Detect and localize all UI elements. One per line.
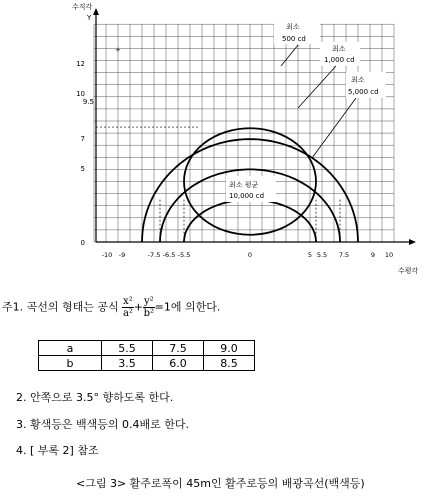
svg-text:최소: 최소 xyxy=(286,23,300,31)
x-tick-7-5: 7.5 xyxy=(338,251,350,259)
y-axis-letter: Y xyxy=(87,14,92,22)
x-tick-9: 9 xyxy=(370,251,376,259)
formula-plus: + xyxy=(133,300,143,314)
note-3: 3. 황색등은 백색등의 0.4배로 한다. xyxy=(16,418,189,431)
note-1 xyxy=(2,296,220,319)
x-axis-title: 수평각 xyxy=(398,267,419,275)
x-tick-minus-9: -9 xyxy=(118,251,126,259)
svg-text:1,000 cd: 1,000 cd xyxy=(324,56,355,64)
svg-text:최소 평균: 최소 평균 xyxy=(229,181,259,189)
curve-label-1000 xyxy=(320,42,360,66)
y-tick-10: 10 xyxy=(76,90,85,98)
curve-label-5000 xyxy=(346,72,386,98)
y-axis-title: 수직각 xyxy=(72,3,93,11)
table-row-b xyxy=(39,356,255,371)
x-axis-arrow xyxy=(409,239,416,245)
svg-text:5,000 cd: 5,000 cd xyxy=(348,88,379,96)
note-2: 2. 안쪽으로 3.5° 향하도록 한다. xyxy=(16,391,174,404)
figure-caption: <그림 3> 활주로폭이 45m인 활주로등의 배광곡선(백색등) xyxy=(76,477,365,490)
table-row-a xyxy=(39,341,255,356)
x-tick-5: 5 xyxy=(307,251,313,259)
y-tick-7: 7 xyxy=(80,135,85,143)
table-cell: 9.0 xyxy=(204,341,255,356)
x-tick-10: 10 xyxy=(384,251,394,259)
note-4: 4. [ 부록 2] 참조 xyxy=(16,444,99,457)
table-cell: 7.5 xyxy=(153,341,204,356)
table-cell: 8.5 xyxy=(204,356,255,371)
y-tick-12: 12 xyxy=(76,60,85,68)
svg-text:최소: 최소 xyxy=(332,45,346,53)
table-header-a: a xyxy=(39,341,102,356)
note-1-prefix: 주1. 곡선의 형태는 공식 xyxy=(2,300,119,314)
ellipse-parameter-table xyxy=(38,340,255,371)
formula-rhs: =1 xyxy=(154,300,171,314)
y-tick-0: 0 xyxy=(80,239,85,247)
x-tick-minus-7-5: -7.5 xyxy=(147,251,161,259)
formula-y-term: $\frac{\text{y²}}{\text{b²}}$ xyxy=(143,296,155,319)
origin-plus-mark: + xyxy=(115,46,121,54)
table-cell: 5.5 xyxy=(102,341,153,356)
y-tick-9-5: 9.5 xyxy=(82,98,94,106)
formula-x-term: $\frac{\text{x²}}{\text{a²}}$ xyxy=(122,296,133,319)
svg-text:500 cd: 500 cd xyxy=(282,35,306,43)
table-header-b: b xyxy=(39,356,102,371)
x-tick-minus-10: -10 xyxy=(101,251,113,259)
table-cell: 3.5 xyxy=(102,356,153,371)
y-tick-5: 5 xyxy=(80,165,85,173)
x-tick-minus-5-5: -5.5 xyxy=(177,251,191,259)
x-tick-5-5: 5.5 xyxy=(316,251,328,259)
svg-text:최소: 최소 xyxy=(351,76,365,84)
y-axis-arrow xyxy=(93,8,99,15)
x-tick-0: 0 xyxy=(247,251,253,259)
curve-label-500 xyxy=(274,18,320,44)
note-1-suffix: 에 의한다. xyxy=(170,300,221,314)
x-tick-minus-6-5: -6.5 xyxy=(162,251,176,259)
curve-label-avg-10000 xyxy=(226,176,276,202)
axes xyxy=(93,8,416,245)
table-cell: 6.0 xyxy=(153,356,204,371)
svg-text:10,000 cd: 10,000 cd xyxy=(229,192,265,200)
